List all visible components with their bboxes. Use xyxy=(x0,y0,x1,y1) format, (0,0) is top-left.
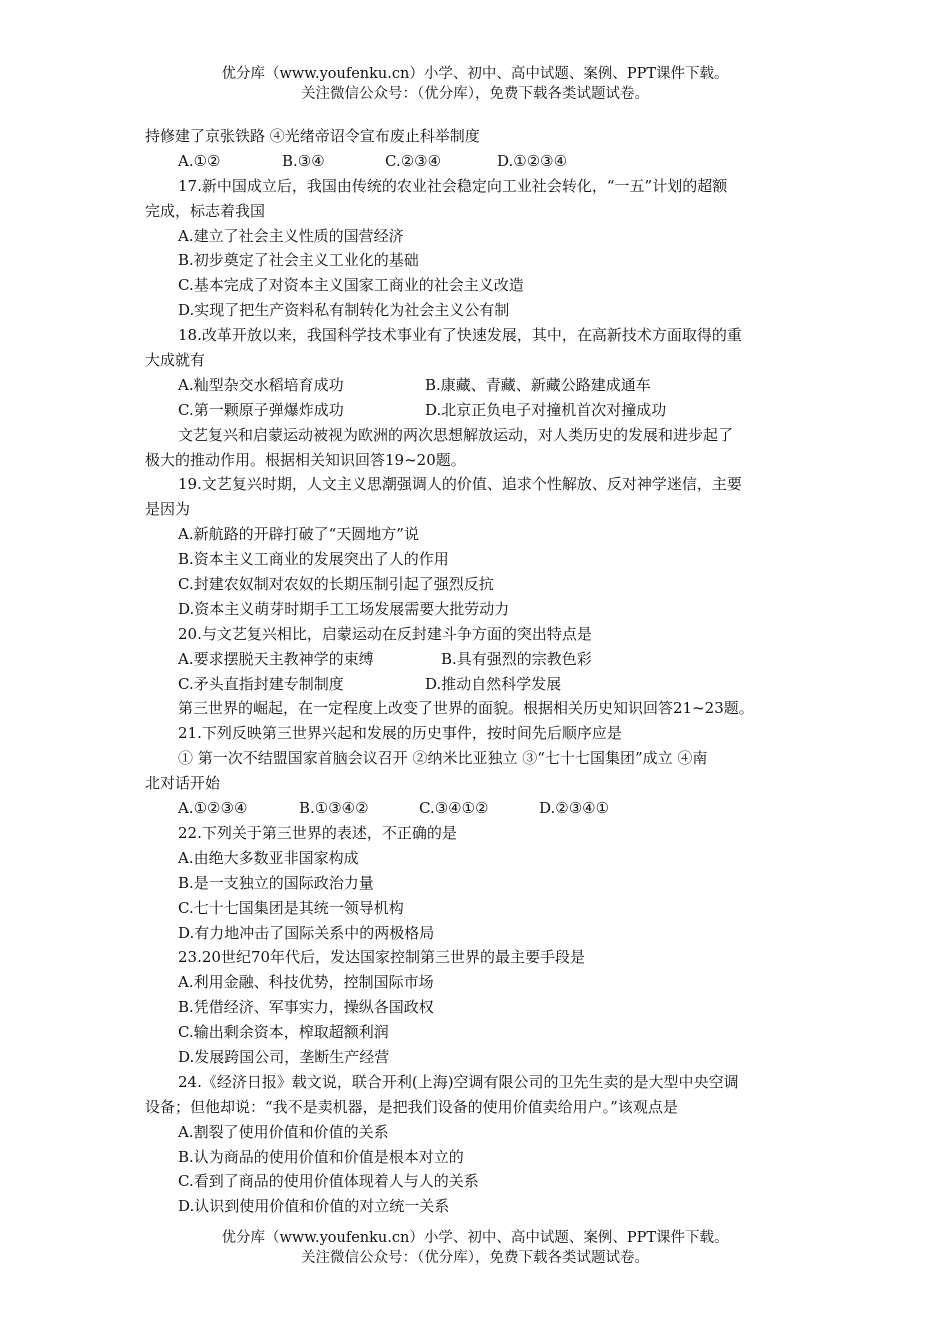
q21-option-d: D.②③④① xyxy=(539,799,610,818)
q21-items-2: 北对话开始 xyxy=(145,774,221,793)
q23-stem: 23.20世纪70年代后，发达国家控制第三世界的最主要手段是 xyxy=(178,948,586,967)
q24-stem-2: 设备；但他却说：“我不是卖机器，是把我们设备的使用价值卖给用户。”该观点是 xyxy=(145,1097,678,1116)
q22-stem: 22.下列关于第三世界的表述，不正确的是 xyxy=(178,823,457,842)
page-footer xyxy=(0,1228,950,1268)
q22-option-a: A.由绝大多数亚非国家构成 xyxy=(178,848,359,867)
q17-stem-2: 完成，标志着我国 xyxy=(145,201,266,220)
q20-options-row-1 xyxy=(145,647,809,672)
footer-line-2: 关注微信公众号：（优分库），免费下载各类试题试卷。 xyxy=(301,1250,649,1266)
q19-option-b: B.资本主义工商业的发展突出了人的作用 xyxy=(178,550,449,569)
q21-option-b: B.①③④② xyxy=(299,799,369,818)
q20-stem: 20.与文艺复兴相比，启蒙运动在反封建斗争方面的突出特点是 xyxy=(178,624,592,643)
q21-options xyxy=(145,796,809,821)
intro-19-20-1: 文艺复兴和启蒙运动被视为欧洲的两次思想解放运动，对人类历史的发展和进步起了 xyxy=(178,425,734,444)
exam-body xyxy=(145,124,809,1219)
q24-option-b: B.认为商品的使用价值和价值是根本对立的 xyxy=(178,1147,464,1166)
q19-option-d: D.资本主义萌芽时期手工工场发展需要大批劳动力 xyxy=(178,599,510,618)
q23-option-a: A.利用金融、科技优势，控制国际市场 xyxy=(178,973,434,992)
q23-option-b: B.凭借经济、军事实力，操纵各国政权 xyxy=(178,998,434,1017)
q20-option-c: C.矛头直指封建专制制度 xyxy=(178,674,344,693)
q24-option-d: D.认识到使用价值和价值的对立统一关系 xyxy=(178,1197,450,1216)
q16-tail: 持修建了京张铁路 ④光绪帝诏令宣布废止科举制度 xyxy=(145,127,480,145)
q18-options-row-2 xyxy=(145,398,809,423)
footer-line-1: 优分库（www.youfenku.cn）小学、初中、高中试题、案例、PPT课件下载。 xyxy=(221,1230,729,1246)
q17-option-b: B.初步奠定了社会主义工业化的基础 xyxy=(178,251,419,270)
q17-option-d: D.实现了把生产资料私有制转化为社会主义公有制 xyxy=(178,301,510,320)
q24-stem-1: 24.《经济日报》载文说，联合开利(上海)空调有限公司的卫先生卖的是大型中央空调 xyxy=(178,1072,739,1091)
q17-option-c: C.基本完成了对资本主义国家工商业的社会主义改造 xyxy=(178,276,524,295)
q20-option-d: D.推动自然科学发展 xyxy=(425,674,562,693)
q19-option-c: C.封建农奴制对农奴的长期压制引起了强烈反抗 xyxy=(178,575,494,594)
q18-stem-2: 大成就有 xyxy=(145,351,206,370)
q21-option-c: C.③④①② xyxy=(419,799,489,818)
q16-option-c: C.②③④ xyxy=(385,151,442,170)
q22-option-c: C.七十七国集团是其统一领导机构 xyxy=(178,898,404,917)
q24-option-a: A.割裂了使用价值和价值的关系 xyxy=(178,1122,389,1141)
q19-stem-1: 19.文艺复兴时期，人文主义思潮强调人的价值、追求个性解放、反对神学迷信，主要 xyxy=(178,475,742,494)
q23-option-c: C.输出剩余资本，榨取超额利润 xyxy=(178,1023,389,1042)
q16-options xyxy=(145,149,809,174)
q21-option-a: A.①②③④ xyxy=(178,799,248,818)
q18-option-d: D.北京正负电子对撞机首次对撞成功 xyxy=(425,400,667,419)
q20-option-b: B.具有强烈的宗教色彩 xyxy=(441,649,592,668)
q19-option-a: A.新航路的开辟打破了“天圆地方”说 xyxy=(178,525,419,544)
q24-option-c: C.看到了商品的使用价值体现着人与人的关系 xyxy=(178,1172,479,1191)
q21-stem: 21.下列反映第三世界兴起和发展的历史事件，按时间先后顺序应是 xyxy=(178,724,622,743)
q22-option-b: B.是一支独立的国际政治力量 xyxy=(178,873,374,892)
intro-21-23: 第三世界的崛起，在一定程度上改变了世界的面貌。根据相关历史知识回答21~23题。 xyxy=(178,699,754,718)
page-header xyxy=(0,64,950,104)
q16-option-a: A.①② xyxy=(178,151,221,170)
q18-option-c: C.第一颗原子弹爆炸成功 xyxy=(178,400,344,419)
header-line-1: 优分库（www.youfenku.cn）小学、初中、高中试题、案例、PPT课件下载。 xyxy=(221,66,729,82)
q23-option-d: D.发展跨国公司，垄断生产经营 xyxy=(178,1047,390,1066)
q18-option-a: A.籼型杂交水稻培育成功 xyxy=(178,375,344,394)
q21-items-1: ① 第一次不结盟国家首脑会议召开 ②纳米比亚独立 ③“七十七国集团”成立 ④南 xyxy=(178,749,708,768)
q18-stem-1: 18.改革开放以来，我国科学技术事业有了快速发展，其中，在高新技术方面取得的重 xyxy=(178,326,742,345)
intro-19-20-2: 极大的推动作用。根据相关知识回答19~20题。 xyxy=(145,450,466,469)
q19-stem-2: 是因为 xyxy=(145,500,191,519)
q16-option-b: B.③④ xyxy=(282,151,325,170)
q16-option-d: D.①②③④ xyxy=(497,151,568,170)
q17-stem-1: 17.新中国成立后，我国由传统的农业社会稳定向工业社会转化，“一五”计划的超额 xyxy=(178,176,728,195)
q17-option-a: A.建立了社会主义性质的国营经济 xyxy=(178,226,404,245)
q22-option-d: D.有力地冲击了国际关系中的两极格局 xyxy=(178,923,435,942)
header-line-2: 关注微信公众号：（优分库），免费下载各类试题试卷。 xyxy=(301,86,649,102)
q18-option-b: B.康藏、青藏、新藏公路建成通车 xyxy=(425,375,651,394)
q20-options-row-2 xyxy=(145,672,809,697)
q18-options-row-1 xyxy=(145,373,809,398)
q20-option-a: A.要求摆脱天主教神学的束缚 xyxy=(178,649,374,668)
